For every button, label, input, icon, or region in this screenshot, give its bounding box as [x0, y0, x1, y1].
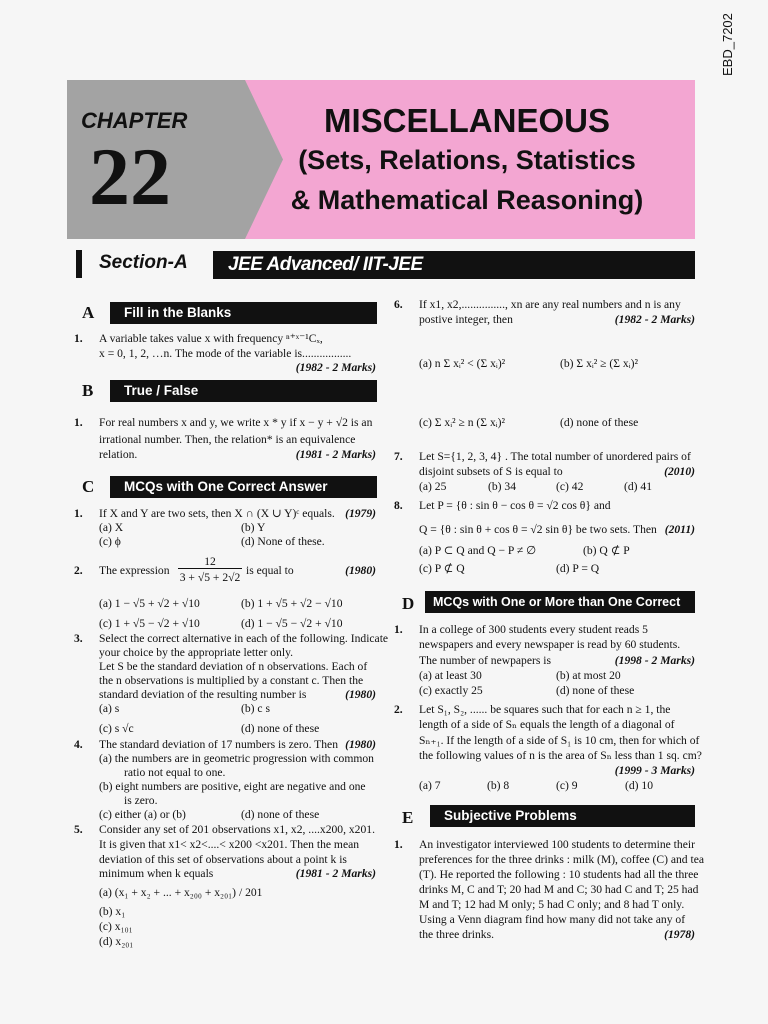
- header-mcq-one: MCQs with One Correct Answer: [110, 476, 377, 498]
- option-d: (d) x₂₀₁: [99, 935, 134, 948]
- question-source: (1998 - 2 Marks): [614, 654, 695, 667]
- question-text: newspapers and every newspaper is read by 60 students.: [419, 638, 681, 651]
- question-text: Let S₁, S₂, ...... be squares such that for each n ≥ 1, the: [419, 703, 671, 716]
- title-line-1: MISCELLANEOUS: [323, 102, 610, 139]
- question-source: (1978): [664, 928, 695, 941]
- option-c: (c) Σ xᵢ² ≥ n (Σ xᵢ)²: [419, 416, 505, 429]
- question-text: preferences for the three drinks : milk (M), coffee (C) and tea: [419, 853, 704, 866]
- question-source: (1980): [345, 564, 376, 577]
- question-text: Using a Venn diagram find how many did not take any of: [419, 913, 686, 926]
- question-source: (1981 - 2 Marks): [295, 867, 376, 880]
- option-c: (c) x₁₀₁: [99, 920, 133, 933]
- header-subjective: Subjective Problems: [430, 805, 695, 827]
- header-true-false: True / False: [110, 380, 377, 402]
- header-letter-c: C: [82, 477, 95, 496]
- chapter-banner: [67, 80, 695, 239]
- question-number: 1.: [74, 507, 83, 520]
- question-text: deviation of this set of observations about a point k is: [99, 853, 347, 866]
- header-letter-b: B: [82, 381, 94, 400]
- chapter-title: [257, 102, 677, 220]
- header-mcq-multi: MCQs with One or More than One Correct: [425, 591, 695, 613]
- title-line-2: (Sets, Relations, Statistics: [298, 145, 636, 175]
- question-number: 1.: [394, 838, 403, 851]
- question-text: (T). He reported the following : 10 students had all the three: [419, 868, 699, 881]
- question-number: 1.: [394, 623, 403, 636]
- header-letter-d: D: [402, 594, 415, 613]
- question-text: x = 0, 1, 2, …n. The mode of the variable is.................: [99, 347, 352, 360]
- question-text: is equal to: [246, 564, 294, 577]
- option-d: (d) none of these: [241, 808, 320, 821]
- option-c: (c) P ⊄ Q: [419, 562, 465, 575]
- option-d: (d) None of these.: [241, 535, 325, 548]
- option-b: (b) 8: [487, 779, 510, 792]
- question-text: If x1, x2,..............., xn are any real numbers and n is any: [419, 298, 681, 311]
- option-c: (c) exactly 25: [419, 684, 483, 697]
- question-text: A variable takes value x with frequency ⁿ⁺ˣ⁻¹Cₓ,: [99, 332, 323, 345]
- question-text: disjoint subsets of S is equal to: [419, 465, 563, 478]
- question-text: An investigator interviewed 100 students to determine their: [419, 838, 695, 851]
- option-c: (c) 42: [556, 480, 584, 493]
- question-number: 7.: [394, 450, 403, 463]
- option-b: (b) Y: [241, 521, 266, 534]
- option-a: (a) n Σ xᵢ² < (Σ xᵢ)²: [419, 357, 506, 370]
- question-text: the n observations is multiplied by a constant c. Then the: [99, 674, 364, 687]
- section-marker: [76, 250, 82, 278]
- question-number: 5.: [74, 823, 83, 836]
- question-source: (2011): [664, 523, 695, 536]
- option-d: (d) 10: [625, 779, 654, 792]
- chapter-number: 22: [89, 131, 171, 222]
- question-text: your choice by the appropriate letter only.: [99, 646, 294, 659]
- option-b: (b) 34: [488, 480, 517, 493]
- option-c: (c) ϕ: [99, 535, 121, 548]
- option-a: (a) s: [99, 702, 120, 715]
- option-d: (d) none of these: [241, 722, 320, 735]
- question-text: It is given that x1< x2<....< x200 <x201. Then the mean: [99, 838, 360, 851]
- question-text: postive integer, then: [419, 313, 513, 326]
- header-letter-a: A: [82, 303, 95, 322]
- question-source: (1982 - 2 Marks): [295, 361, 376, 374]
- option-b: (b) at most 20: [556, 669, 621, 682]
- header-fill-blanks: Fill in the Blanks: [110, 302, 377, 324]
- question-text: In a college of 300 students every student reads 5: [419, 623, 648, 636]
- question-source: (1980): [345, 738, 376, 751]
- option-a: (a) 7: [419, 779, 441, 792]
- option-d: (d) none of these: [560, 416, 639, 429]
- question-number: 6.: [394, 298, 403, 311]
- option-b: (b) c s: [241, 702, 270, 715]
- section-name: Section-A: [99, 252, 188, 273]
- option-a: (a) the numbers are in geometric progression with common: [99, 752, 374, 765]
- option-a: (a) (x₁ + x₂ + ... + x₂₀₀ + x₂₀₁) / 201: [99, 886, 263, 899]
- option-a: (a) 25: [419, 480, 447, 493]
- option-a: (a) at least 30: [419, 669, 482, 682]
- question-text: Select the correct alternative in each of the following. Indicate: [99, 632, 389, 645]
- question-source: (1981 - 2 Marks): [295, 448, 376, 461]
- option-b: (b) Q ⊄ P: [583, 544, 630, 557]
- question-text: The number of newpapers is: [419, 654, 551, 667]
- option-a-cont: ratio not equal to one.: [124, 766, 226, 779]
- section-exam-label: JEE Advanced/ IIT-JEE: [228, 254, 423, 275]
- option-c: (c) either (a) or (b): [99, 808, 186, 821]
- question-text: For real numbers x and y, we write x * y if x − y + √2 is an: [99, 416, 373, 429]
- option-a: (a) P ⊂ Q and Q − P ≠ ∅: [419, 544, 537, 557]
- option-b: (b) x₁: [99, 905, 126, 918]
- question-number: 3.: [74, 632, 83, 645]
- question-source: (1979): [345, 507, 376, 520]
- question-text: minimum when k equals: [99, 867, 214, 880]
- question-text: Let S={1, 2, 3, 4} . The total number of unordered pairs of: [419, 450, 691, 463]
- question-text: If X and Y are two sets, then X ∩ (X ∪ Y)ᶜ equals.: [99, 507, 335, 520]
- option-c: (c) s √c: [99, 722, 134, 735]
- page-code: [712, 6, 768, 80]
- question-number: 2.: [74, 564, 83, 577]
- option-d: (d) P = Q: [556, 562, 600, 575]
- option-d: (d) none of these: [556, 684, 635, 697]
- question-text: the following values of n is the area of Sₙ less than 1 sq. cm?: [419, 749, 702, 762]
- question-text: irrational number. Then, the relation* is an equivalence: [99, 433, 356, 446]
- question-number: 1.: [74, 416, 83, 429]
- option-d: (d) 41: [624, 480, 653, 493]
- option-b: (b) eight numbers are positive, eight are negative and one: [99, 780, 366, 793]
- question-text: The expression: [99, 564, 170, 577]
- question-text: The standard deviation of 17 numbers is zero. Then: [99, 738, 339, 751]
- question-source: (1999 - 3 Marks): [614, 764, 695, 777]
- question-text: drinks M, C and T; 20 had M and C; 30 had C and T; 25 had: [419, 883, 699, 896]
- question-text: standard deviation of the resulting number is: [99, 688, 307, 701]
- question-text: Let S be the standard deviation of n observations. Each of: [99, 660, 368, 673]
- question-text: Let P = {θ : sin θ − cos θ = √2 cos θ} and: [419, 499, 611, 512]
- option-b: (b) Σ xᵢ² ≥ (Σ xᵢ)²: [560, 357, 638, 370]
- question-text: length of a side of Sₙ equals the length of a diagonal of: [419, 718, 675, 731]
- question-text: Sₙ₊₁. If the length of a side of S₁ is 10 cm, then for which of: [419, 734, 700, 747]
- question-number: 1.: [74, 332, 83, 345]
- question-number: 4.: [74, 738, 83, 751]
- question-text: Q = {θ : sin θ + cos θ = √2 sin θ} be two sets. Then: [419, 523, 657, 536]
- question-source: (2010): [664, 465, 695, 478]
- question-number: 8.: [394, 499, 403, 512]
- option-b-cont: is zero.: [124, 794, 158, 807]
- question-source: (1980): [345, 688, 376, 701]
- fraction-numerator: 12: [178, 555, 242, 569]
- question-text: the three drinks.: [419, 928, 495, 941]
- question-text: M and T; 12 had M only; 5 had C only; and 8 had T only.: [419, 898, 685, 911]
- title-line-3: & Mathematical Reasoning): [290, 185, 644, 215]
- fraction-denominator: 3 + √5 + 2√2: [179, 571, 241, 584]
- question-text: Consider any set of 201 observations x1, x2, ....x200, x201.: [99, 823, 375, 836]
- header-letter-e: E: [402, 808, 414, 827]
- option-a: (a) 1 − √5 + √2 + √10: [99, 597, 200, 610]
- question-number: 2.: [394, 703, 403, 716]
- question-source: (1982 - 2 Marks): [614, 313, 695, 326]
- option-c: (c) 1 + √5 − √2 + √10: [99, 617, 200, 630]
- chapter-label: CHAPTER: [81, 108, 188, 133]
- option-d: (d) 1 − √5 − √2 + √10: [241, 617, 343, 630]
- option-c: (c) 9: [556, 779, 578, 792]
- page-code-text: EBD_7202: [720, 13, 735, 76]
- option-a: (a) X: [99, 521, 124, 534]
- option-b: (b) 1 + √5 + √2 − √10: [241, 597, 343, 610]
- question-text: relation.: [99, 448, 138, 461]
